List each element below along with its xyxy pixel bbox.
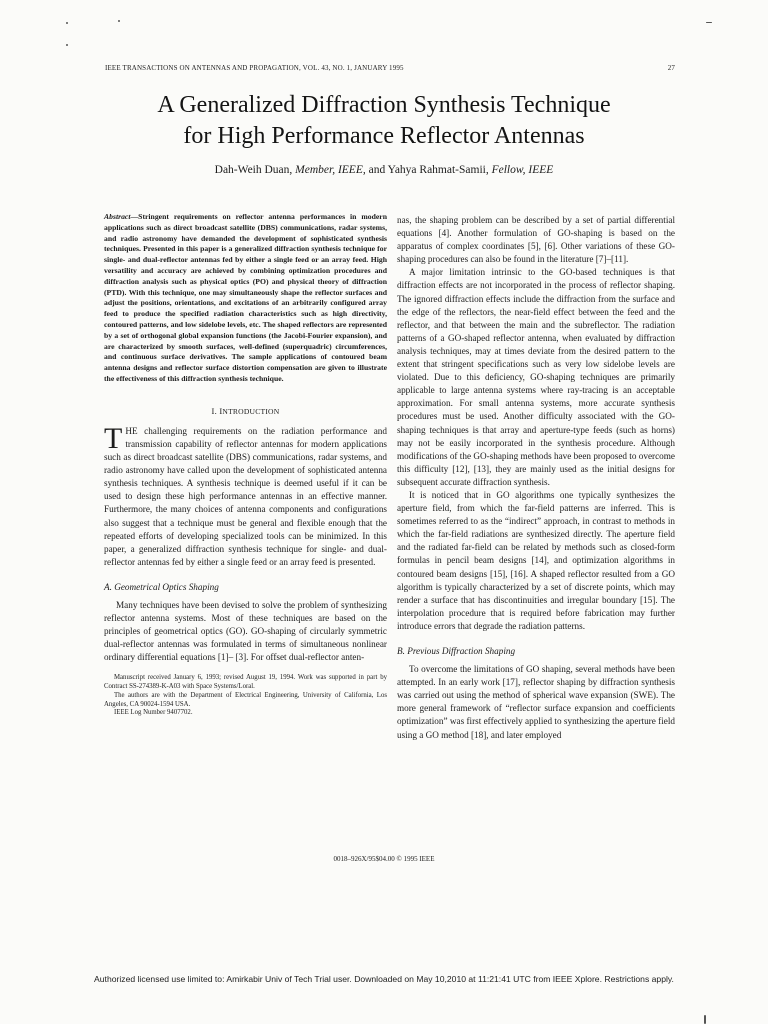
title-line-1: A Generalized Diffraction Synthesis Technique — [157, 92, 611, 118]
section-heading-introduction — [104, 405, 387, 418]
footnote-log-number: IEEE Log Number 9407702. — [114, 709, 193, 717]
subsection-heading-b: B. Previous Diffraction Shaping — [397, 646, 516, 656]
left-column — [104, 212, 387, 718]
section-number: I. — [211, 405, 217, 416]
diffraction-shaping-paragraph: To overcome the limitations of GO shaping, several methods have been attempted. In an early work [17], reflector shaping by diffraction synthesis was carried out using the method of spherical wave expansion (SWE). The more general framework of “reflector surface expansion and coefficients optimization” was first effectively applied to synthesizing the aperture field using a GO method [18], and later employed — [397, 664, 675, 740]
limitation-paragraph: A major limitation intrinsic to the GO-based techniques is that diffraction effects are not incorporated in the process of reflector shaping. The ignored diffraction effects include the diffraction from the surface and the edge of the reflectors, the near-field effect between the feed and the reflector, and that between the main and the subreflector. The radiation patterns of a GO-shaped reflector antenna, when evaluated by diffraction analysis techniques, may at times deviate from the desired pattern to the extent that stringent specifications such as very low sidelobe levels are violated. Due to this deficiency, GO-shaping techniques are primarily applicable to large antenna systems where ray-tracing is an acceptable approximation. For small antenna systems, more accurate synthesis procedures must be used. Another difficulty associated with the GO-shaping techniques is that array and aperture-type feeds (such as horns) may not be easily incorporated in the synthesis procedure. Although modifications of the GO-shaping methods have been proposed to overcome this difficulty [12], [13], they are mainly used as the initial designs for subsequent accurate diffraction synthesis. — [397, 267, 675, 487]
section-title-rest: NTRODUCTION — [222, 406, 280, 416]
scan-speck — [704, 1015, 706, 1024]
footnote-affiliation: The authors are with the Department of Electrical Engineering, University of California, Los Angeles, CA 90024-1594 USA. — [104, 691, 387, 708]
scan-speck — [706, 22, 712, 23]
abstract-lead: Abstract — [104, 212, 131, 221]
abstract — [104, 212, 387, 385]
author-line — [0, 164, 768, 176]
go-algorithm-paragraph: It is noticed that in GO algorithms one typically synthesizes the aperture field, from which the far-field patterns are inferred. This is sometimes referred to as the “indirect” approach, in contrast to methods in which the far-field radiations are synthesized directly. The aperture field and the radiated far-field can be related by methods such as closed-form formulas in pencil beam designs [14], and optimization algorithms in contoured beam designs [15], [16]. A shaped reflector resulted from a GO algorithm is typically characterized by a set of discrete points, which may render a surface that has discontinuities and irregular boundary [15]. The interpolation procedure that is required before fabrication may further introduce errors that degrade the radiation patterns. — [397, 489, 675, 631]
scan-speck — [66, 22, 68, 24]
section-title-initial: I — [219, 405, 223, 416]
journal-citation: IEEE TRANSACTIONS ON ANTENNAS AND PROPAGATION, VOL. 43, NO. 1, JANUARY 1995 — [105, 64, 404, 72]
intro-text: HE challenging requirements on the radiation performance and transmission capability of reflector antennas for modern applications such as direct broadcast satellite (DBS) communications, radar systems, and radio astronomy have called upon the development of sophisticated antenna synthesis techniques. A synthesis technique is deemed useful if it can be used to design these high performance antennas in an effective manner. Furthermore, the many choices of antenna components and configurations also suggest that a technique must be general and flexible enough that the repeated efforts of developing specialized tools can be minimized. In this paper, a generalized diffraction synthesis technique for single- and dual-reflector antennas fed by either a single feed or an array feed is presented. — [104, 425, 387, 567]
intro-paragraph — [104, 421, 387, 569]
go-shaping-paragraph: Many techniques have been devised to solve the problem of synthesizing reflector antenna systems. Most of these techniques are based on the principles of geometrical optics (GO). GO-shaping of circularly symmetric dual-reflector antennas was formulated in terms of simultaneous nonlinear ordinary differential equations [1]– [3]. For offset dual-reflector anten- — [104, 599, 387, 663]
author-2-grade: Fellow, IEEE — [491, 164, 554, 176]
subsection-heading-a: A. Geometrical Optics Shaping — [104, 581, 219, 592]
author-1-name: Dah-Weih Duan, — [214, 164, 293, 176]
author-2-name: Yahya Rahmat-Samii, — [387, 164, 489, 176]
author-conjunction: and — [368, 164, 386, 176]
scan-speck — [118, 20, 120, 22]
scan-speck — [66, 44, 68, 46]
abstract-text: —Stringent requirements on reflector antenna performances in modern applications such as direct broadcast satellite (DBS) communications, radar systems, and radio astronomy have demanded the development of sophisticated synthesis techniques. Presented in this paper is a generalized diffraction synthesis technique for single- and dual-reflector antennas fed by either a single feed or an array feed. High versatility and accuracy are achieved by combining optimization procedures and diffraction analysis such as physical optics (PO) and physical theory of diffraction (PTD). With this technique, one may simultaneously shape the reflector surfaces and adjust the positions, orientations, and excitations of an arbitrarily configured array feed to produce the specified radiation characteristics such as high directivity, contoured patterns, and low sidelobe levels, etc. The shaped reflectors are represented by a set of orthogonal global expansion functions (the Jacobi-Fourier expansion), and are characterized by smooth surfaces, well-defined (superquadric) circumferences, and continuous surface derivatives. The sample applications of contoured beam antenna designs and reflector surface distortion compensation are given to illustrate the effectiveness of this diffraction synthesis technique. — [104, 212, 387, 383]
drop-cap: T — [104, 421, 123, 455]
running-head — [105, 64, 675, 72]
copyright-line: 0018–926X/95$04.00 © 1995 IEEE — [333, 855, 435, 863]
continued-paragraph: nas, the shaping problem can be described by a set of partial differential equations [4]. Another formulation of GO-shaping is based on the apparatus of complex coordinates [5], [6]. Other variations of these GO-shaping procedures can also be found in the literature [7]–[11]. — [397, 215, 675, 265]
title-line-2: for High Performance Reflector Antennas — [183, 123, 585, 149]
right-column — [397, 214, 675, 742]
footnote — [104, 674, 387, 718]
paper-title — [0, 90, 768, 152]
page-number: 27 — [667, 64, 675, 72]
download-notice: Authorized licensed use limited to: Amirkabir Univ of Tech Trial user. Downloaded on May 10,2010 at 11:21:41 UTC from IEEE Xplore. Restrictions apply. — [94, 974, 674, 984]
footnote-manuscript: Manuscript received January 6, 1993; revised August 19, 1994. Work was supported in part by Contract SS-274389-K-A03 with Space Systems/Loral. — [104, 674, 387, 691]
author-1-grade: Member, IEEE, — [295, 164, 366, 176]
